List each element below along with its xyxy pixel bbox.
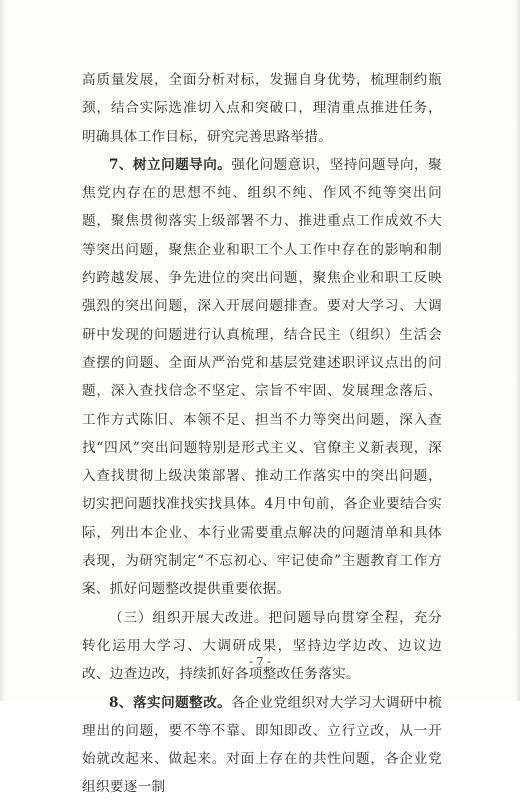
- item-7-heading: 7、树立问题导向。: [109, 156, 232, 173]
- paragraph-item-7: [82, 151, 442, 604]
- document-body: [82, 66, 442, 802]
- paragraph-continuation: 高质量发展，全面分析对标，发掘自身优势，梳理制约瓶颈，结合实际选准切入点和突破口，理清重点推进任务，明确具体工作目标，研究完善思路举措。: [82, 72, 442, 145]
- page-number: - 7 -: [249, 655, 271, 668]
- section-3-body: 把问题导向贯穿全程，充分转化运用大学习、大调研成果，坚持边学边改、边议边改、边查边改，持续抓好各项整改任务落实。: [82, 609, 442, 683]
- item-8-body: 各企业党组织对大学习大调研中梳理出的问题，要不等不靠、即知即改、立行立改，从一开始就改起来、做起来。对面上存在的共性问题，各企业党组织要逐一制: [82, 694, 442, 796]
- item-7-body: 强化问题意识，坚持问题导向，聚焦党内存在的思想不纯、组织不纯、作风不纯等突出问题，聚焦贯彻落实上级部署不力、推进重点工作成效不大等突出问题，聚焦企业和职工个人工作中存在的影响和制约跨越发展、争先进位的突出问题，聚焦企业和职工反映强烈的突出问题，深入开展问题排查。要对大学习、大调研中发现的问题进行认真梳理，结合民主（组织）生活会查摆的问题、全面从严治党和基层党建述职评议点出的问题，深入查找信念不坚定、宗旨不牢固、发展理念落后、工作方式陈旧、本领不足、担当不力等突出问题，深入查找“四风”突出问题特别是形式主义、官僚主义新表现，深入查找贯彻上级决策部署、推动工作落实中的突出问题，切实把问题找准找实找具体。4月中旬前，各企业要结合实际，列出本企业、本行业需要重点解决的问题清单和具体表现，为研究制定“不忘初心、牢记使命”主题教育工作方案、抓好问题整改提供重要依据。: [82, 156, 442, 598]
- scan-edge-right: [515, 0, 520, 701]
- section-3-heading: （三）组织开展大改进。: [109, 609, 269, 626]
- paragraph-section-3: [82, 604, 442, 689]
- paragraph-item-8: [82, 689, 442, 802]
- item-8-heading: 8、落实问题整改。: [109, 694, 232, 711]
- scan-edge-left: [0, 0, 6, 701]
